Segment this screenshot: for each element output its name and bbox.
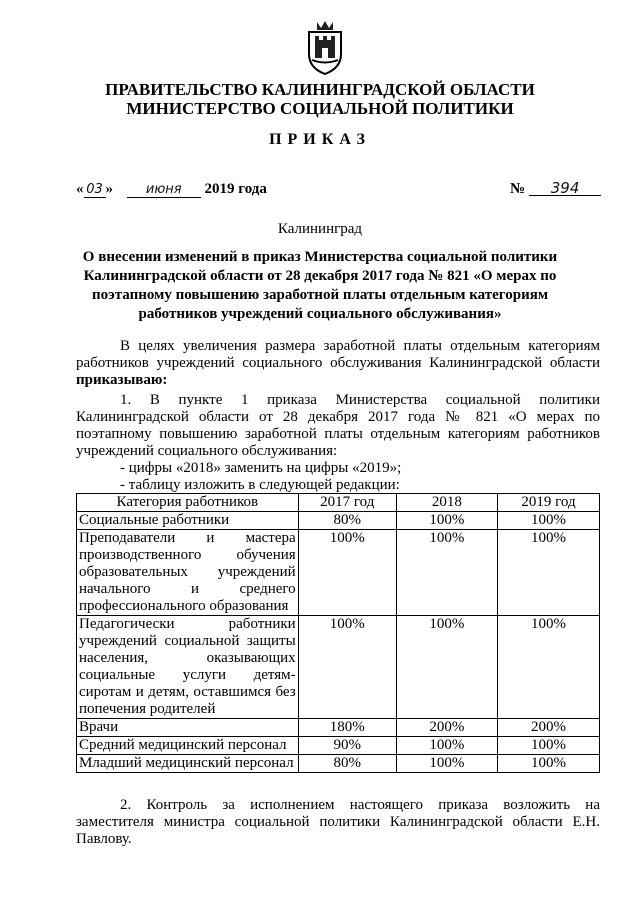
title-line: О внесении изменений в приказ Министерства социальной политики (82, 249, 558, 265)
table-cell: 100% (396, 530, 497, 616)
number-value: 394 (529, 181, 601, 196)
table-cell: 100% (497, 616, 599, 719)
table-header-cell: 2017 год (298, 494, 396, 512)
table-cell: 100% (497, 755, 599, 773)
point-2: 2. Контроль за исполнением настоящего приказа возложить на заместителя министра социальной политики Калининградской области Е.Н. Павлову. (76, 797, 600, 847)
table-cell: 200% (497, 719, 599, 737)
table-row (77, 755, 600, 773)
ministry-header-line1: ПРАВИТЕЛЬСТВО КАЛИНИНГРАДСКОЙ ОБЛАСТИ (105, 80, 535, 99)
table-cell: 100% (396, 512, 497, 530)
table-cell: 90% (298, 737, 396, 755)
table-cell: 100% (298, 530, 396, 616)
table-cell: Средний медицинский персонал (77, 737, 299, 755)
table-cell: 100% (497, 737, 599, 755)
table-cell: Младший медицинский персонал (77, 755, 299, 773)
date-close-quote: » (105, 181, 113, 197)
table-row (77, 512, 600, 530)
table-cell: Педагогически работники учреждений социальной защиты населения, оказывающих социальные услуги детям-сиротам и детям, оставшимся без попечения родителей (77, 616, 299, 719)
table-cell: 100% (396, 737, 497, 755)
preamble-text: В целях увеличения размера заработной платы отдельным категориям работников учреждений социального обслуживания Калининградской области (76, 338, 600, 371)
order-heading: ПРИКАЗ (269, 131, 371, 148)
table-header-cell: Категория работников (77, 494, 299, 512)
table-cell: 80% (298, 755, 396, 773)
date-open-quote: « (76, 181, 84, 197)
table-cell: Социальные работники (77, 512, 299, 530)
coat-of-arms-emblem (303, 18, 347, 76)
table-row (77, 530, 600, 616)
salary-table (76, 493, 600, 773)
ministry-header-line2: МИНИСТЕРСТВО СОЦИАЛЬНОЙ ПОЛИТИКИ (126, 99, 514, 118)
table-cell: 100% (497, 530, 599, 616)
table-row (77, 616, 600, 719)
point-1-sub1: - цифры «2018» заменить на цифры «2019»; (120, 460, 402, 476)
date-month: июня (127, 183, 201, 198)
point-1-text: 1. В пункте 1 приказа Министерства социальной политики Калининградской области от 28 декабря 2017 года № 821 «О мерах по поэтапному повышению заработной платы отдельным категориям работников учреждений социального обслуживания: (76, 392, 600, 459)
preamble-orders: приказываю: (76, 372, 168, 388)
table-cell: 100% (396, 616, 497, 719)
table-row (77, 737, 600, 755)
table-cell: 180% (298, 719, 396, 737)
table-header-row (77, 494, 600, 512)
order-number (510, 181, 601, 198)
number-label: № (510, 181, 526, 197)
point-1 (76, 392, 600, 494)
table-cell: 200% (396, 719, 497, 737)
table-cell: 100% (497, 512, 599, 530)
table-header-cell: 2019 год (497, 494, 599, 512)
date-day: 03 (84, 183, 106, 198)
table-row (77, 719, 600, 737)
title-line: поэтапному повышению заработной платы отдельным категориям (91, 287, 549, 303)
city: Калининград (277, 221, 363, 237)
point-1-sub2: - таблицу изложить в следующей редакции: (120, 477, 400, 493)
preamble (76, 338, 600, 389)
order-date (76, 181, 267, 198)
table-cell: 100% (298, 616, 396, 719)
title-line: Калининградской области от 28 декабря 2017 года № 821 «О мерах по (83, 268, 557, 284)
date-year: 2019 года (204, 181, 267, 197)
table-cell: 80% (298, 512, 396, 530)
table-cell: 100% (396, 755, 497, 773)
title-line: работников учреждений социального обслуживания» (138, 306, 502, 322)
table-cell: Преподаватели и мастера производственного обучения образовательных учреждений начального и среднего профессионального образования (77, 530, 299, 616)
table-cell: Врачи (77, 719, 299, 737)
table-header-cell: 2018 (396, 494, 497, 512)
order-title (60, 248, 580, 324)
